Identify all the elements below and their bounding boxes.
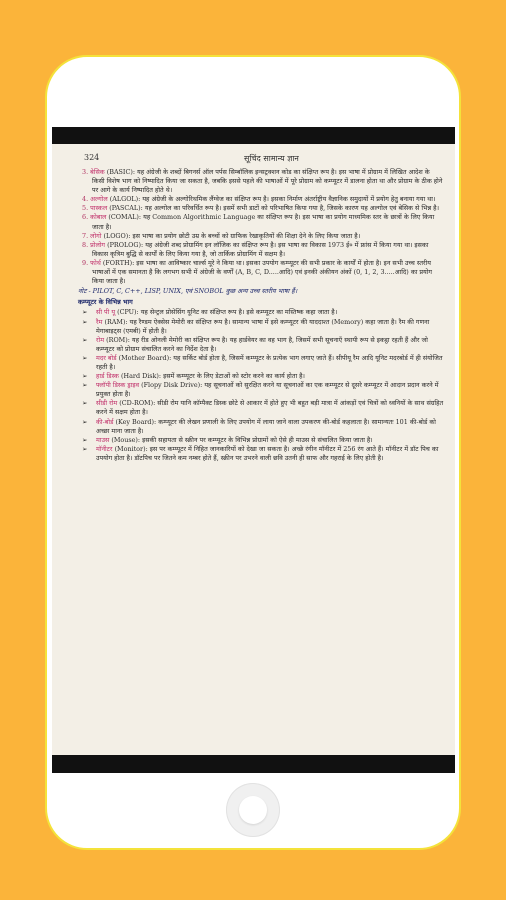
arrow-icon: ➢ (82, 335, 88, 344)
list-item: ➢ फ्लॉपी डिस्क ड्राइव (Flopy Disk Drive): यह सूचनाओं को सुरक्षित करने या सूचनाओं का एक कम्प्यूटर से दूसरे कम्प्यूटर में आदान प्रदान करने में प्रयुक्त होता है। (82, 381, 439, 399)
list-item: 5. पास्कल (PASCAL): यह अल्गोल का परिवर्धित रूप है। इसमें सभी डाटों को परिभाषित किया गया है, जिसके कारण यह अल्गोल एवं बेसिक से भिन्न है। (82, 204, 439, 213)
note-text: नोट - PILOT, C, C++, LISP, UNIX, एवं SNOBOL कुछ अन्य उच्च स्तरीय भाषा हैं। (78, 287, 298, 296)
list-item: ➢ मदर बोर्ड (Mother Board): यह सर्किट बोर्ड होता है, जिसमें कम्प्यूटर के प्रत्येक भाग लगाए जाते हैं। सीपीयू रैम आदि यूनिट मदरबोर्ड में ही संयोजित रहती है। (82, 353, 443, 371)
arrow-icon: ➢ (82, 308, 88, 317)
page-header (84, 153, 444, 167)
list-item: ➢ रोम (ROM): यह रीड ओनली मेमोरी का संक्षिप्त रूप है। यह हार्डवेयर का वह भाग है, जिसमें सभी सूचनाएँ स्थायी रूप से इकट्ठा रहती हैं और जो कम्प्यूटर को प्रोग्राम संचालित करने का निर्देश देता है। (82, 335, 428, 353)
list-item: ➢ रैम (RAM): यह रैण्डम ऐक्सेस मेमोरी का संक्षिप्त रूप है। सामान्य भाषा में इसे कम्प्यूटर की याददाश्त (Memory) कहा जाता है। रैम की गणना मेगाबाइट्स (एमबी) में होती है। (82, 317, 430, 335)
arrow-icon: ➢ (82, 317, 88, 326)
arrow-icon: ➢ (82, 399, 88, 408)
scanned-page (52, 144, 455, 755)
page-header-title: सूचिंद सामान्य ज्ञान (244, 154, 299, 163)
list-item: 7. लोगो (LOGO): इस भाषा का प्रयोग छोटी उम्र के बच्चों को ग्राफिक रेखाकृतियों की शिक्षा देने के लिए किया जाता है। (82, 231, 361, 240)
list-item: 3. बेसिक (BASIC): यह अंग्रेजी के शब्दों बिगनर्स ऑल पर्पस सिम्बॉलिक इन्सट्रक्शन कोड का संक्षिप्त रूप है। इस भाषा में प्रोग्राम में लिखित आदेश के किसी विशेष भाग को निष्पादित किया जा सकता है, जबकि इससे पहले की भाषाओं में पूरे प्रोग्राम को कम्प्यूटर में डालना होता था और प्रोग्राम के ठीक होने पर आगे के कार्य निष्पादित होते थे। (82, 168, 443, 195)
book-page-viewer[interactable] (52, 127, 455, 773)
list-item: ➢ हार्ड डिस्क (Hard Disk): इसमें कम्प्यूटर के लिए डेटाओं को स्टोर करने का कार्य होता है। (82, 372, 305, 381)
home-button-inner (239, 796, 267, 824)
list-item: ➢ सीडी रोम (CD-ROM): सीडी रोम यानि कॉम्पैक्ट डिस्क छोटे से आकार में होते हुए भी बहुत बड़ी मात्रा में आंकड़ों एवं चित्रों को ध्वनियों के साथ संग्रहित करने में सक्षम होता है। (82, 399, 444, 417)
arrow-icon: ➢ (82, 353, 88, 362)
top-black-bar (52, 127, 455, 144)
arrow-icon: ➢ (82, 372, 88, 381)
bottom-black-bar (52, 755, 455, 773)
list-item: 8. प्रोलोग (PROLOG): यह अंग्रेजी शब्द प्रोग्रामिंग इन लॉजिक का संक्षिप्त रूप है। इस भाषा का विकास 1973 ई० में फ्रांस में किया गया था। इसका विकास कृत्रिम बुद्धि से कार्यों के लिए किया गया है, जो तार्किक प्रोग्रामिंग में सक्षम है। (82, 240, 429, 258)
section-title: कम्प्यूटर के विभिन्न भाग (78, 298, 133, 307)
list-item: ➢ की-बोर्ड (Key Board): कम्प्यूटर की लेखन प्रणाली के लिए उपयोग में लाया जाने वाला उपकरण की-बोर्ड कहलाता है। सामान्यतः 101 की-बोर्ड को अच्छा माना जाता है। (82, 417, 436, 435)
arrow-icon: ➢ (82, 417, 88, 426)
list-item: 6. कोबाल (COMAL): यह Common Algorithmic Language का संक्षिप्त रूप है। इस भाषा का प्रयोग माध्यमिक स्तर के छात्रों के लिए किया जाता है। (82, 213, 435, 231)
list-item: 9. फोर्थ (FORTH): इस भाषा का आविष्कार चार्ल्स मूरे ने किया था। इसका उपयोग कम्प्यूटर की सभी प्रकार के कार्यों में होता है। इन सभी उच्च स्तरीय भाषाओं में एक समानता है कि लगभग सभी में अंग्रेजी के वर्णों (A, B, C, D.....आदि) एवं इनकी अंकीयन अंकों (0, 1, 2, 3.....आदि) का प्रयोग किया जाता है। (82, 258, 433, 286)
list-item: 4. अल्गोल (ALGOL): यह अंग्रेजी के अल्गोरिथमिक लैंग्वेज का संक्षिप्त रूप है। इसका निर्माण अंतर्राष्ट्रीय वैज्ञानिक समुदायों में प्रयोग हेतु बनाया गया था। (82, 195, 436, 204)
arrow-icon: ➢ (82, 435, 88, 444)
page-number: 324 (84, 153, 100, 162)
home-button[interactable] (226, 783, 280, 837)
list-item: ➢ मॉनीटर (Monitor): इस पर कम्प्यूटर में निहित जानकारियों को देखा जा सकता है। अच्छे रंगीन मॉनीटर में 256 रंग आते हैं। मॉनीटर में डॉट पिच का उपयोग होता है। डॉटपिच पर जितने कम नम्बर होते हैं, स्क्रीन पर उभरने वाली छवि उतनी ही साफ और गहराई के लिए होती है। (82, 444, 439, 462)
list-item: ➢ माउस (Mouse): इसकी सहायता से स्क्रीन पर कम्प्यूटर के विभिन्न प्रोग्रामों को ऐसे ही माउस से संचालित किया जाता है। (82, 435, 373, 444)
arrow-icon: ➢ (82, 444, 88, 453)
page-content (78, 168, 444, 463)
arrow-icon: ➢ (82, 381, 88, 390)
list-item: ➢ सी पी यू (CPU): यह सेन्ट्रल प्रोसेसिंग यूनिट का संक्षिप्त रूप है। इसे कम्प्यूटर का मस्तिष्क कहा जाता है। (82, 308, 338, 317)
